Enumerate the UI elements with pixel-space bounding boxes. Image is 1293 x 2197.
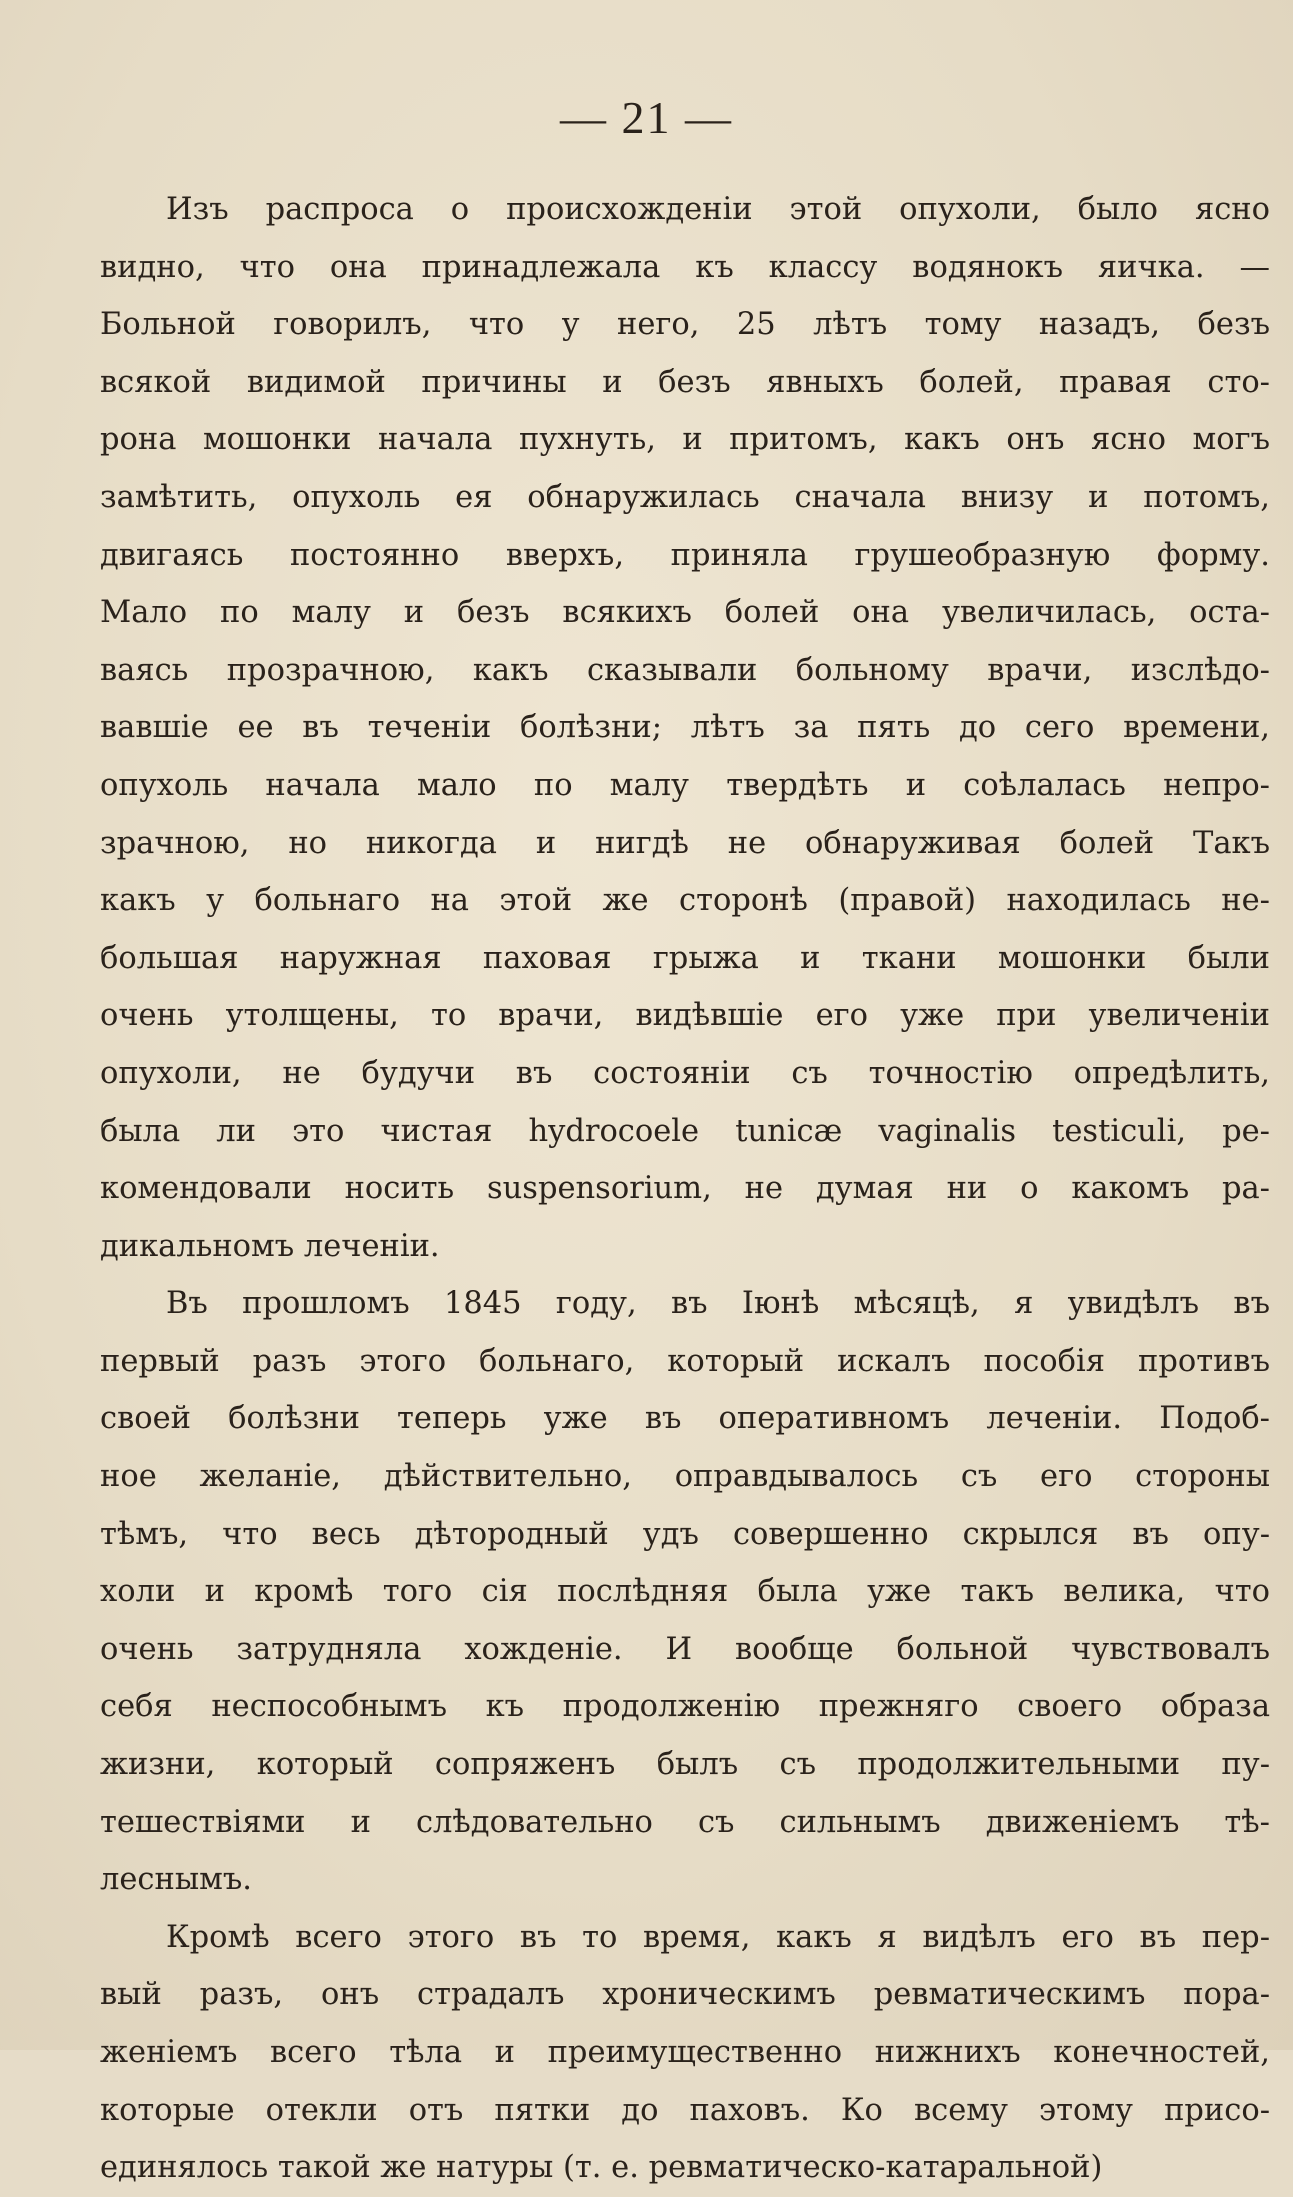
text-line: тешествіями и слѣдовательно съ сильнымъ движеніемъ тѣ-: [100, 1804, 1270, 1840]
text-line: зрачною, но никогда и нигдѣ не обнаруживая болей Такъ: [100, 825, 1270, 861]
text-line: всякой видимой причины и безъ явныхъ болей, правая сто-: [100, 364, 1270, 400]
text-line: ное желаніе, дѣйствительно, оправдывалось съ его стороны: [100, 1459, 1270, 1495]
text-line: вавшіе ее въ теченіи болѣзни; лѣтъ за пять до сего времени,: [100, 710, 1270, 746]
text-line: женіемъ всего тѣла и преимущественно нижнихъ конечностей,: [100, 2035, 1270, 2070]
text-line: Мало по малу и безъ всякихъ болей она увеличилась, оста-: [100, 595, 1270, 631]
text-line: леснымъ.: [100, 1862, 252, 1898]
text-line: замѣтить, опухоль ея обнаружилась сначала внизу и потомъ,: [100, 479, 1270, 515]
text-line: опухоли, не будучи въ состояніи съ точностію опредѣлить,: [100, 1055, 1270, 1091]
text-line: жизни, который сопряженъ былъ съ продолжительными пу-: [100, 1747, 1270, 1783]
text-line: Изъ распроса о происхожденіи этой опухоли, было ясно: [166, 192, 1270, 227]
text-line: которые отекли отъ пятки до паховъ. Ко всему этому присо-: [100, 2092, 1270, 2128]
text-line: тѣмъ, что весь дѣтородный удъ совершенно скрылся въ опу-: [100, 1516, 1270, 1552]
text-line: вый разъ, онъ страдалъ хроническимъ ревматическимъ пора-: [100, 1977, 1270, 2013]
text-line: дикальномъ леченіи.: [100, 1228, 440, 1264]
text-line: какъ у больнаго на этой же сторонѣ (правой) находилась не-: [100, 883, 1270, 919]
text-line: очень затрудняла хожденіе. И вообще больной чувствовалъ: [100, 1631, 1270, 1667]
body-text: [100, 181, 1270, 2197]
paragraph: [100, 1275, 1270, 1909]
text-line: опухоль начала мало по малу твердѣть и соѣлалась непро-: [100, 767, 1270, 803]
text-line: комендовали носить suspensorium, не думая ни о какомъ ра-: [100, 1171, 1270, 1207]
page-number: — 21 —: [560, 92, 733, 143]
text-line: была ли это чистая hydrocoele tunicæ vaginalis testiculi, ре-: [100, 1113, 1270, 1149]
paragraph: [100, 181, 1270, 1275]
text-line: Больной говорилъ, что у него, 25 лѣтъ тому назадъ, безъ: [100, 307, 1270, 343]
text-line: рона мошонки начала пухнуть, и притомъ, какъ онъ ясно могъ: [100, 422, 1270, 458]
text-line: себя неспособнымъ къ продолженію прежняго своего образа: [100, 1689, 1270, 1725]
text-line: ваясь прозрачною, какъ сказывали больному врачи, изслѣдо-: [100, 652, 1270, 688]
text-line: видно, что она принадлежала къ классу водянокъ яичка. —: [100, 249, 1270, 285]
text-line: очень утолщены, то врачи, видѣвшіе его уже при увеличеніи: [100, 998, 1270, 1034]
text-line: холи и кромѣ того сія послѣдняя была уже такъ велика, что: [100, 1574, 1270, 1610]
paragraph: [100, 1909, 1270, 2197]
text-line: своей болѣзни теперь уже въ оперативномъ леченіи. Подоб-: [100, 1401, 1270, 1437]
text-line: Въ прошломъ 1845 году, въ Іюнѣ мѣсяцѣ, я увидѣлъ въ: [166, 1286, 1270, 1322]
text-line: первый разъ этого больнаго, который искалъ пособія противъ: [100, 1343, 1270, 1379]
text-line: двигаясь постоянно вверхъ, приняла грушеобразную форму.: [100, 537, 1270, 573]
text-line: единялось такой же натуры (т. е. ревматическо-катаральной): [100, 2150, 1103, 2186]
text-line: большая наружная паховая грыжа и ткани мошонки были: [100, 940, 1270, 976]
text-line: Кромѣ всего этого въ то время, какъ я видѣлъ его въ пер-: [166, 1919, 1270, 1955]
